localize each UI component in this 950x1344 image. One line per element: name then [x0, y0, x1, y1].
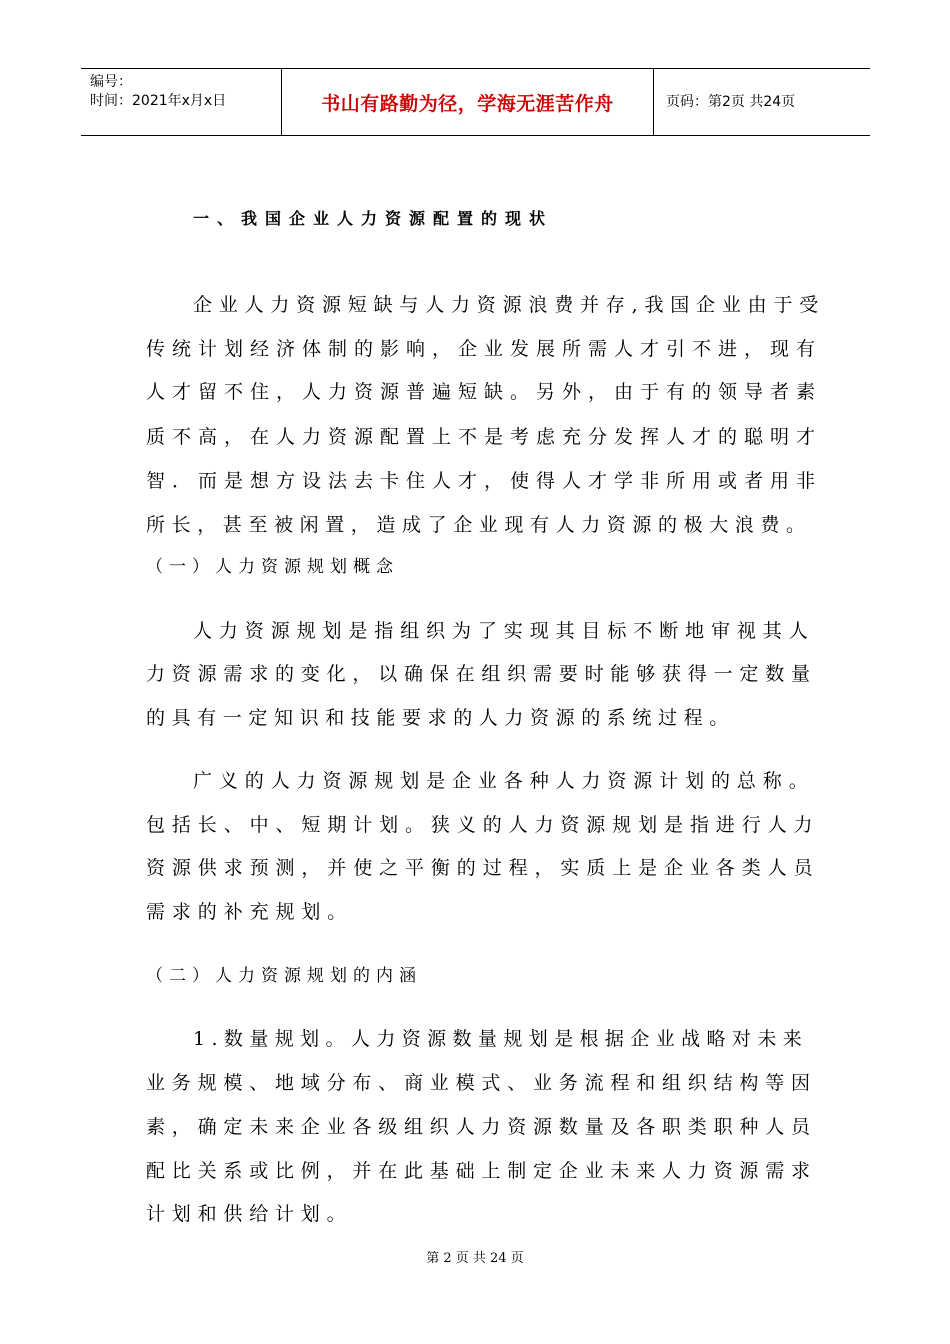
body-line: 广义的人力资源规划是企业各种人力资源计划的总称。 — [193, 770, 815, 792]
body-line: 的具有一定知识和技能要求的人力资源的系统过程。 — [146, 707, 735, 729]
body-line: 人力资源规划是指组织为了实现其目标不断地审视其人 — [193, 620, 815, 642]
body-line: 包括长、中、短期计划。狭义的人力资源规划是指进行人力 — [146, 814, 820, 836]
body-line: 业务规模、地域分布、商业模式、业务流程和组织结构等因 — [146, 1072, 817, 1094]
body-line: 企业人力资源短缺与人力资源浪费并存,我国企业由于受 — [193, 294, 826, 316]
time-label: 时间：2021年x月x日 — [90, 93, 227, 109]
body-line: 需求的补充规划。 — [146, 901, 354, 923]
section-heading: 一、我国企业人力资源配置的现状 — [193, 209, 554, 228]
body-line: 力资源需求的变化，以确保在组织需要时能够获得一定数量 — [146, 663, 817, 685]
document-header — [81, 68, 870, 136]
page-info: 页码：第2页 共24页 — [666, 94, 796, 110]
header-right-cell — [654, 69, 870, 135]
body-line: 传统计划经济体制的影响，企业发展所需人才引不进，现有 — [146, 338, 823, 360]
body-line: 质不高，在人力资源配置上不是考虑充分发挥人才的聪明才 — [146, 426, 823, 448]
body-line: 素，确定未来企业各级组织人力资源数量及各职类职种人员 — [146, 1116, 817, 1138]
body-line: 1.数量规划。人力资源数量规划是根据企业战略对未来 — [193, 1028, 809, 1050]
body-line: 智．而是想方设法去卡住人才，使得人才学非所用或者用非 — [146, 470, 823, 492]
subsection-heading: （一）人力资源规划概念 — [146, 557, 399, 577]
number-label: 编号： — [90, 74, 132, 90]
header-left-cell — [81, 69, 282, 135]
subsection-heading: （二）人力资源规划的内涵 — [146, 966, 422, 986]
body-line: 资源供求预测，并使之平衡的过程，实质上是企业各类人员 — [146, 857, 820, 879]
header-center-cell — [282, 69, 654, 135]
body-line: 计划和供给计划。 — [146, 1203, 353, 1225]
body-line: 所长，甚至被闲置，造成了企业现有人力资源的极大浪费。 — [146, 514, 812, 536]
motto-text: 书山有路勤为径，学海无涯苦作舟 — [321, 92, 614, 115]
page-footer: 第 2 页 共 24 页 — [426, 1251, 524, 1266]
body-line: 人才留不住，人力资源普遍短缺。另外，由于有的领导者素 — [146, 381, 823, 403]
body-line: 配比关系或比例，并在此基础上制定企业未来人力资源需求 — [146, 1160, 817, 1182]
